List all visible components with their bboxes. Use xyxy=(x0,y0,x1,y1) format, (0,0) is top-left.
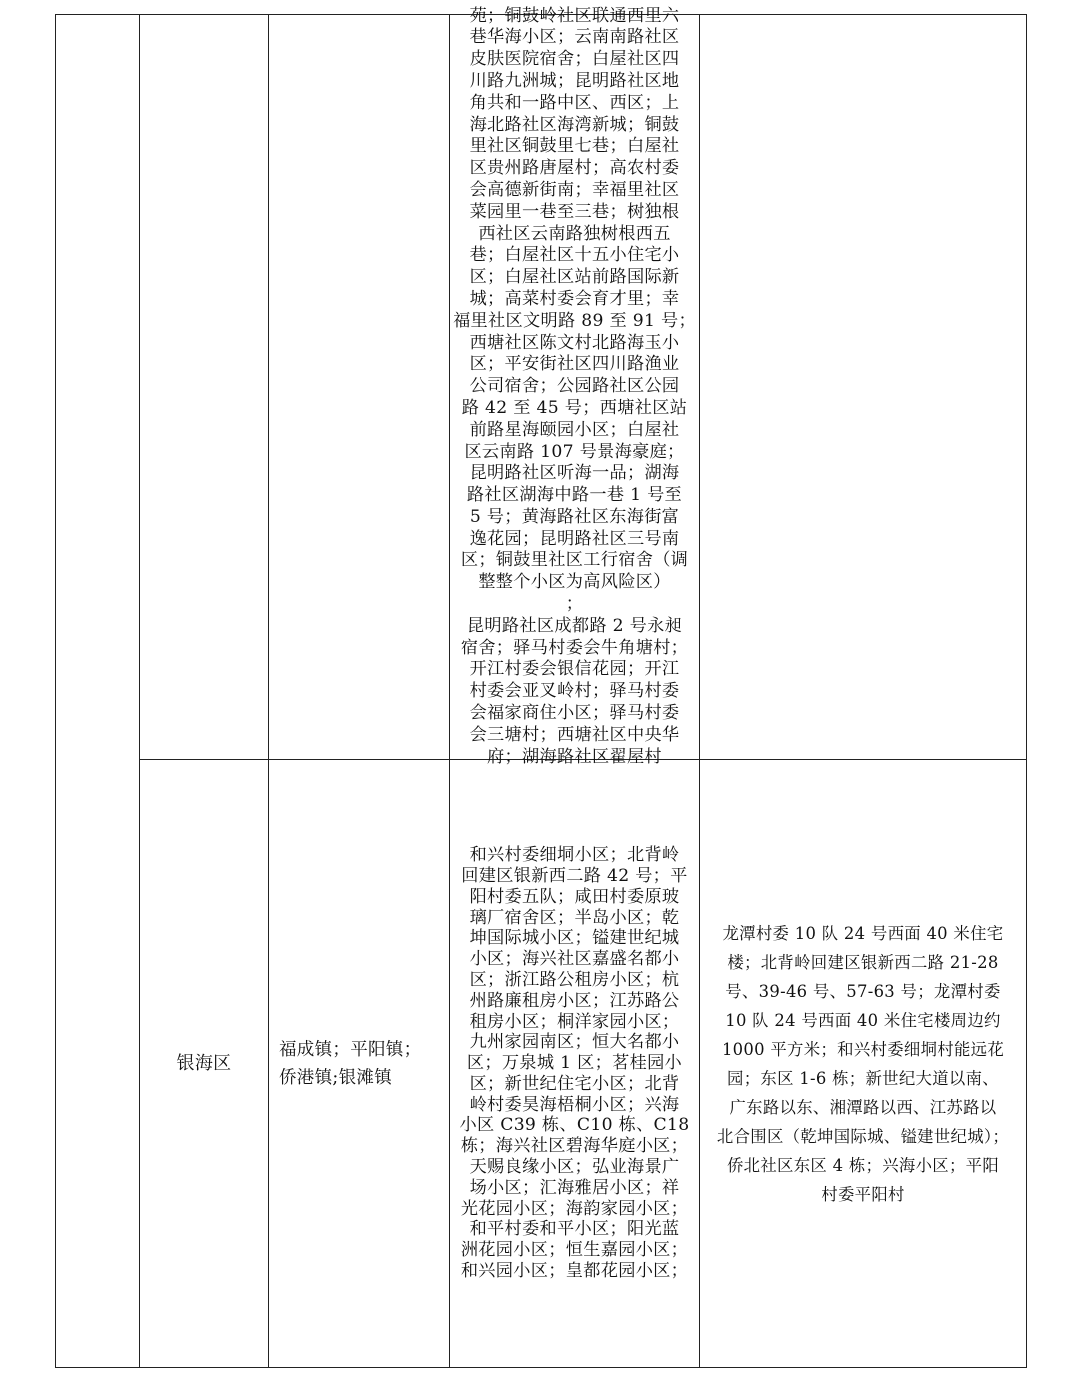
row2-high-risk-areas: 龙潭村委 10 队 24 号西面 40 米住宅 楼；北背岭回建区银新西二路 21-28 号、39-46 号、57-63 号；龙潭村委 10 队 24 号西面 40 米住宅楼周边约 1000 平方米；和兴村委细垌村能远花 园；东区 1-6 栋；新世纪大道以南、 广东路以东、湘潭路以西、江苏路以 北合围区（乾坤国际城、镒建世纪城）； 侨北社区东区 4 栋；兴海小区；平阳 村委平阳村 xyxy=(716,923,1010,1204)
row2-affected-areas: 和兴村委细垌小区；北背岭 回建区银新西二路 42 号；平 阳村委五队；咸田村委原玻 璃厂宿舍区；半岛小区；乾 坤国际城小区；镒建世纪城 小区；海兴社区嘉盛名都小 区；浙江路公租房小区；杭 州路廉租房小区；江苏路公 租房小区；桐洋家园小区； 九州家园南区；恒大名都小 区；万泉城 1 区；茗桂园小 区；新世纪住宅小区；北背 岭村委昊海梧桐小区；兴海 小区 C39 栋、C10 栋、C18 栋；海兴社区碧海华庭小区； 天赐良缘小区；弘业海景广 场小区；汇海雅居小区；祥 光花园小区；海韵家园小区； 和平村委和平小区；阳光蓝 洲花园小区；恒生嘉园小区； 和兴园小区；皇都花园小区； xyxy=(459,845,690,1282)
row2-district: 银海区 xyxy=(176,1052,232,1074)
data-table xyxy=(55,5,1027,1368)
row2-towns: 福成镇；平阳镇； 侨港镇;银滩镇 xyxy=(279,1039,422,1088)
row1-affected-areas: 苑；铜鼓岭社区联通西里六 巷华海小区；云南南路社区 皮肤医院宿舍；白屋社区四 川路九洲城；昆明路社区地 角共和一路中区、西区；上 海北路社区海湾新城；铜鼓 里社区铜鼓里七巷；白屋社 区贵州路唐屋村；高农村委 会高德新街南；幸福里社区 菜园里一巷至三巷；树独根 西社区云南路独树根西五 巷；白屋社区十五小住宅小 区；白屋社区站前路国际新 城；高菜村委会育才里；幸 福里社区文明路 89 至 91 号； 西塘社区陈文村北路海玉小 区；平安街社区四川路渔业 公司宿舍；公园路社区公园 路 42 至 45 号；西塘社区站 前路星海颐园小区；白屋社 区云南路 107 号景海豪庭； 昆明路社区听海一品；湖海 路社区湖海中路一巷 1 号至 5 号；黄海路社区东海街富 逸花园；昆明路社区三号南 区；铜鼓里社区工行宿舍（调 整整个小区为高风险区） ； 昆明路社区成都路 2 号永昶 宿舍；驿马村委会牛角塘村； 开江村委会银信花园；开江 村委会亚叉岭村；驿马村委 会福家商住小区；驿马村委 会三塘村；西塘社区中央华 府；湖海路社区翟屋村 xyxy=(453,5,696,767)
